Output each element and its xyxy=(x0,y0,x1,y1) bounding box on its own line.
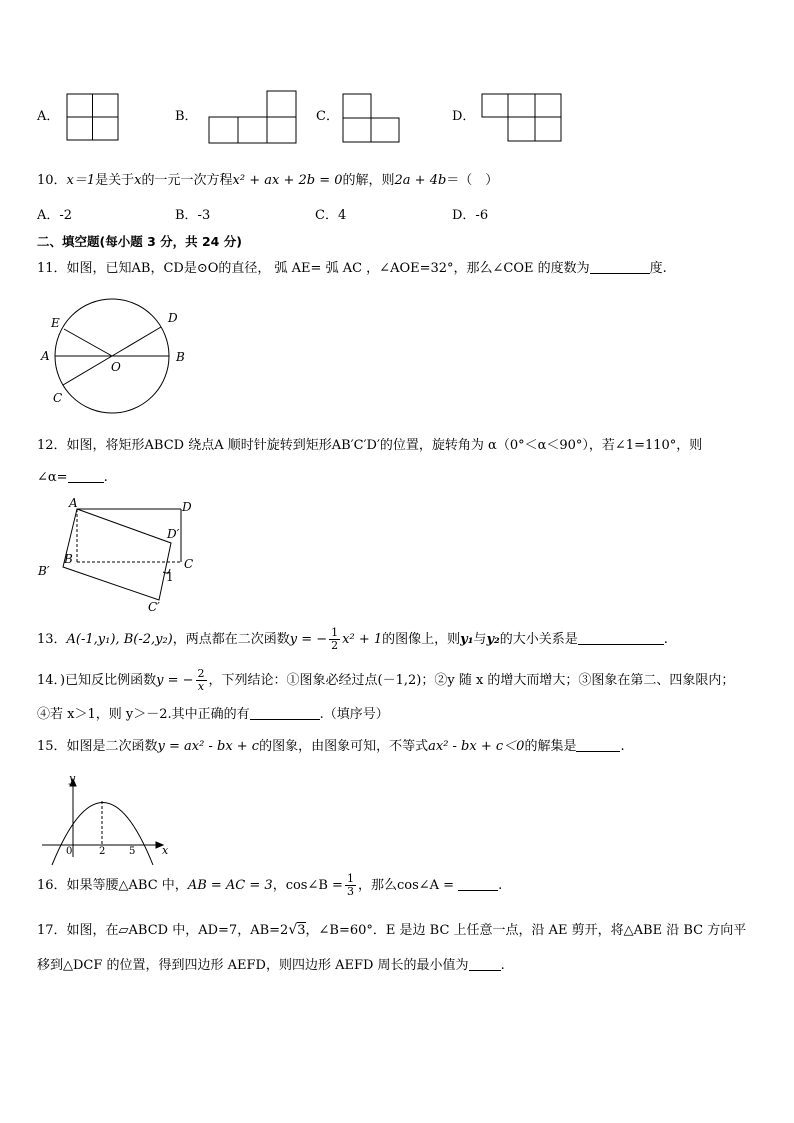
q11-label-e: E xyxy=(51,316,60,330)
question-17-line-1: 17．如图，在▱ABCD 中，AD=7，AB=2√3，∠B=60°．E 是边 BC 上任意一点，沿 AE 剪开，将△ABE 沿 BC 方向平 xyxy=(37,922,747,938)
q15-label-origin: 0 xyxy=(66,846,73,857)
q10-option-a: A．-2 xyxy=(37,208,73,223)
question-10: 10．x＝1是关于x的一元一次方程x² + ax + 2b = 0的解，则2a + 4b＝（ ） xyxy=(37,173,499,188)
question-12-line-1: 12．如图，将矩形ABCD 绕点A 顺时针旋转到矩形AB′C′D′的位置，旋转角为 α（0°＜α＜90°），若∠1=110°，则 xyxy=(37,438,703,453)
q12-label-a: A xyxy=(69,496,78,510)
q12-label-c-prime: C′ xyxy=(148,600,160,614)
q15-label-y: y xyxy=(69,772,76,785)
sqrt-symbol: √ xyxy=(288,922,298,938)
question-14-line-2: ④若 x＞1，则 y＞－2.其中正确的有 .（填序号） xyxy=(37,707,389,722)
question-14-line-1: 14．)已知反比例函数y = − $\frac{2}{x}$ ，下列结论：①图象必经过点(－1,2)；②y 随 x 的增大而增大；③图象在第二、四象限内； xyxy=(37,667,735,693)
q11-label-a: A xyxy=(41,349,50,363)
question-16: 16．如果等腰△ABC 中，AB = AC = 3，cos∠B = $\frac{1}{3}$ ，那么cos∠A = . xyxy=(37,872,503,898)
q11-label-d: D xyxy=(168,311,178,325)
q12-label-c: C xyxy=(184,557,194,571)
q15-label-two: 2 xyxy=(99,846,106,857)
q9-option-c-label: C． xyxy=(316,109,339,124)
question-13: 13．A(-1,y₁), B(-2,y₂)，两点都在二次函数y = − $\frac{1}{2}$ x² + 1的图像上，则y₁与y₂的大小关系是 . xyxy=(37,626,668,652)
q11-label-o: O xyxy=(111,360,121,374)
section-2-title: 二、填空题(每小题 3 分，共 24 分) xyxy=(37,234,242,249)
question-11: 11．如图，已知AB，CD是⊙O的直径， 弧 AE= 弧 AC ，∠AOE=32°，那么∠COE 的度数为 度. xyxy=(37,261,667,276)
question-15: 15．如图是二次函数y = ax² - bx + c的图象，由图象可知，不等式ax² - bx + c＜0的解集是 . xyxy=(37,739,625,754)
q10-option-d: D．-6 xyxy=(452,208,489,223)
question-17-line-2: 移到△DCF 的位置，得到四边形 AEFD，则四边形 AEFD 周长的最小值为 . xyxy=(37,958,505,973)
question-12-line-2: ∠α= . xyxy=(37,470,108,485)
q15-label-x: x xyxy=(162,844,169,857)
q9-option-a-label: A． xyxy=(37,109,60,124)
q10-option-b: B．-3 xyxy=(175,208,211,223)
q12-label-d: D xyxy=(182,500,192,514)
q11-label-b: B xyxy=(176,350,185,364)
q12-label-b-prime: B′ xyxy=(38,564,50,578)
q12-label-angle-1: 1 xyxy=(166,570,174,584)
q15-label-five: 5 xyxy=(129,846,136,857)
q12-label-b: B xyxy=(64,552,73,566)
q17-answer-blank[interactable] xyxy=(469,957,501,971)
q9-option-d-label: D． xyxy=(452,109,476,124)
q11-label-c: C xyxy=(53,391,63,405)
q9-option-b-label: B． xyxy=(175,109,198,124)
q12-label-d-prime: D′ xyxy=(167,527,180,541)
q10-option-c: C．4 xyxy=(315,208,347,223)
q16-answer-blank[interactable] xyxy=(458,877,498,891)
